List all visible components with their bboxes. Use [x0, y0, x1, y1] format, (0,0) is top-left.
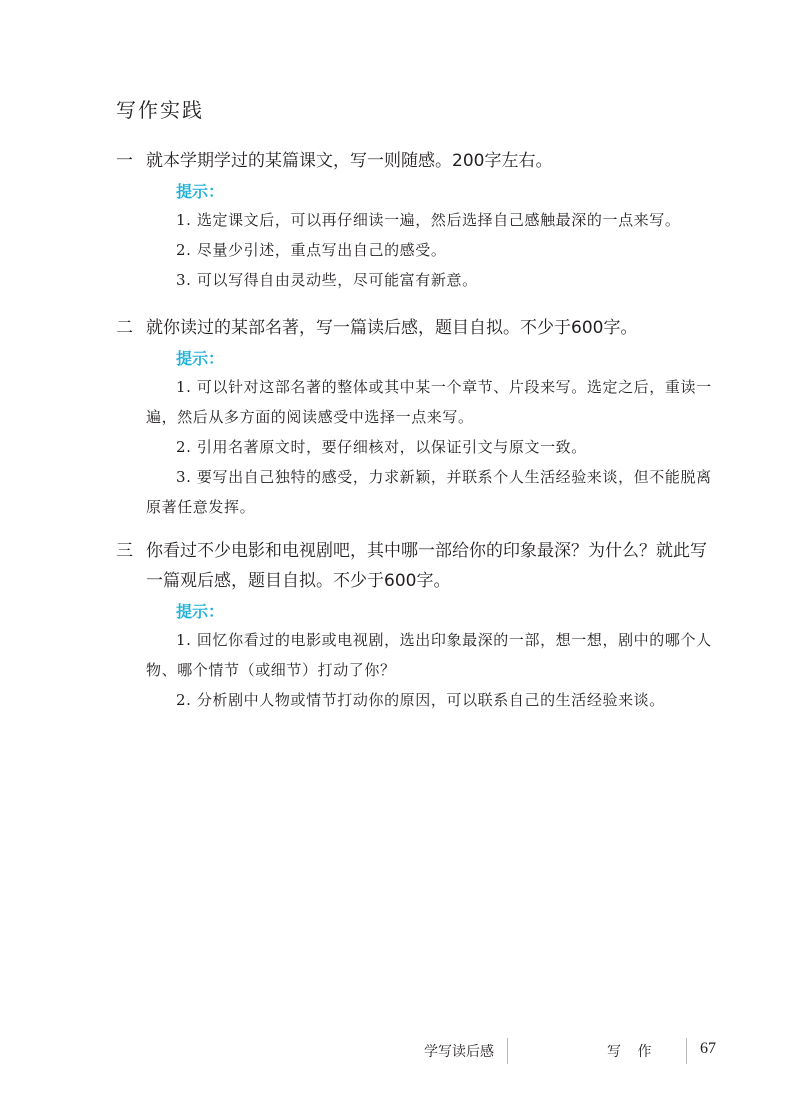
- section-title: 写作实践: [116, 98, 204, 122]
- task-prompt: 你看过不少电影和电视剧吧，其中哪一部给你的印象最深？为什么？就此写一篇观后感，题目自拟。不少于600字。: [146, 541, 707, 591]
- footer-divider: [686, 1038, 687, 1064]
- hint-item: 2. 分析剧中人物或情节打动你的原因，可以联系自己的生活经验来谈。: [176, 691, 665, 709]
- task-prompt: 就本学期学过的某篇课文，写一则随感。200字左右。: [146, 151, 553, 171]
- task-2: [116, 313, 722, 522]
- task-prompt: 就你读过的某部名著，写一篇读后感，题目自拟。不少于600字。: [146, 318, 638, 338]
- hint-label: 提示：: [176, 602, 225, 621]
- task-3: [116, 536, 722, 715]
- hint-item: 2. 尽量少引述，重点写出自己的感受。: [176, 241, 447, 259]
- task-number: 二: [116, 318, 133, 338]
- task-1: [116, 146, 722, 295]
- hint-item: 2. 引用名著原文时，要仔细核对，以保证引文与原文一致。: [176, 438, 587, 456]
- hint-item: 1. 选定课文后，可以再仔细读一遍，然后选择自己感触最深的一点来写。: [176, 211, 681, 229]
- hint-item: 1. 回忆你看过的电影或电视剧，选出印象最深的一部，想一想，剧中的哪个人物、哪个情节（或细节）打动了你？: [146, 631, 712, 679]
- hint-item: 3. 要写出自己独特的感受，力求新颖，并联系个人生活经验来谈，但不能脱离原著任意发挥。: [146, 468, 712, 516]
- footer-section-title: 学写读后感: [424, 1044, 494, 1060]
- hint-item: 1. 可以针对这部名著的整体或其中某一个章节、片段来写。选定之后，重读一遍，然后从多方面的阅读感受中选择一点来写。: [146, 378, 712, 426]
- footer-part-label: 写 作: [607, 1044, 658, 1060]
- footer-divider: [507, 1038, 508, 1064]
- task-number: 三: [116, 541, 133, 561]
- hint-item: 3. 可以写得自由灵动些，尽可能富有新意。: [176, 271, 478, 289]
- hint-label: 提示：: [176, 182, 225, 201]
- page-number: 67: [700, 1040, 716, 1057]
- hint-label: 提示：: [176, 349, 225, 368]
- task-number: 一: [116, 151, 133, 171]
